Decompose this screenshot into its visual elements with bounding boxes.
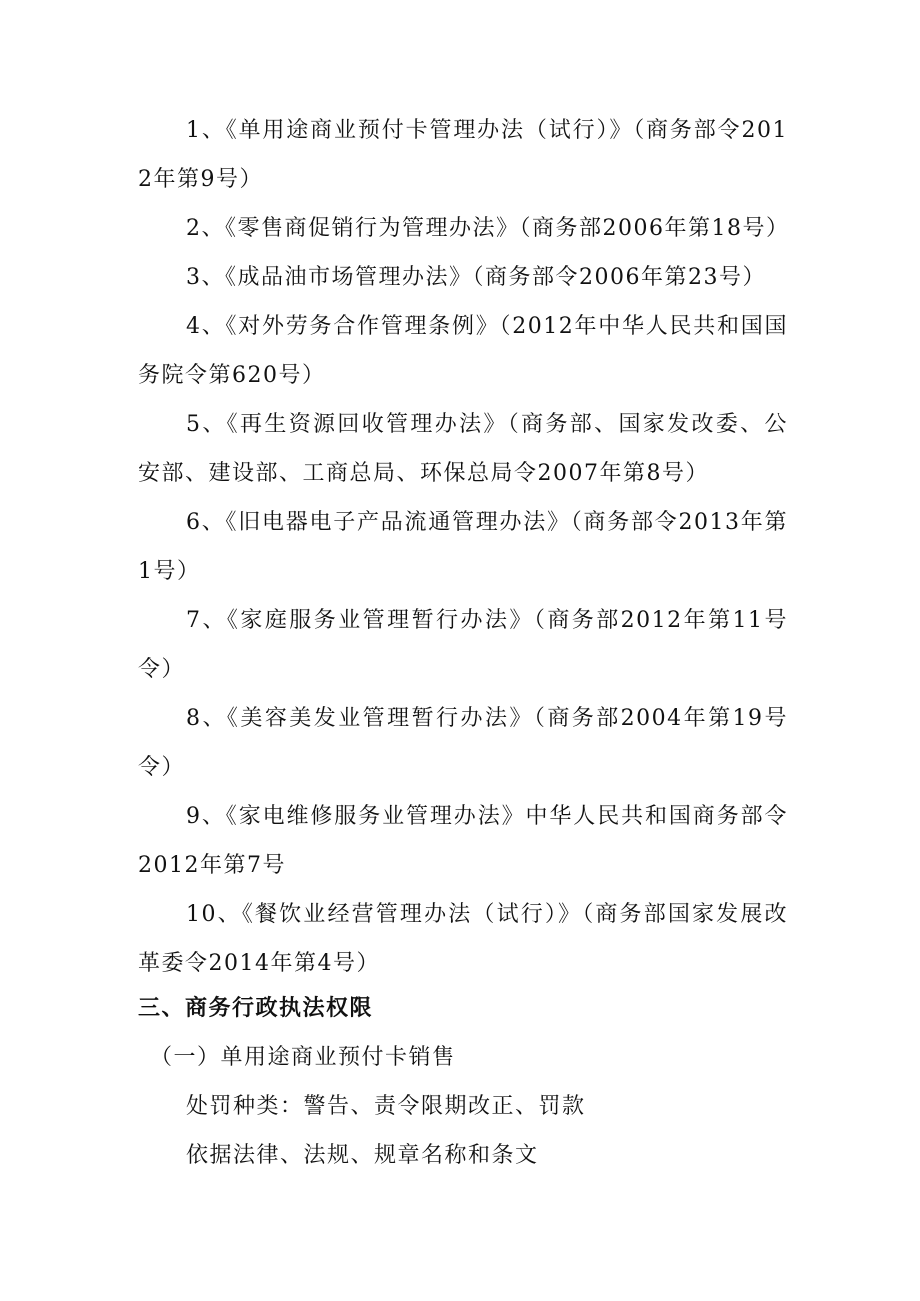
list-item-1: 1、《单用途商业预付卡管理办法（试行）》（商务部令2012年第9号） xyxy=(138,118,788,192)
list-item-5: 5、《再生资源回收管理办法》（商务部、国家发改委、公安部、建设部、工商总局、环保总局令2007年第8号） xyxy=(138,412,788,486)
list-item-9: 9、《家电维修服务业管理办法》中华人民共和国商务部令2012年第7号 xyxy=(138,804,788,878)
list-item-4: 4、《对外劳务合作管理条例》（2012年中华人民共和国国务院令第620号） xyxy=(138,314,788,388)
list-item-3: 3、《成品油市场管理办法》（商务部令2006年第23号） xyxy=(186,265,766,290)
legal-basis: 依据法律、法规、规章名称和条文 xyxy=(186,1143,539,1168)
list-item-8: 8、《美容美发业管理暂行办法》（商务部2004年第19号令） xyxy=(138,706,788,780)
penalty-types: 处罚种类：警告、责令限期改正、罚款 xyxy=(186,1094,586,1119)
list-item-2: 2、《零售商促销行为管理办法》（商务部2006年第18号） xyxy=(186,216,790,241)
subsection-title: （一）单用途商业预付卡销售 xyxy=(150,1045,456,1070)
list-item-7: 7、《家庭服务业管理暂行办法》（商务部2012年第11号令） xyxy=(138,608,788,682)
section-heading: 三、商务行政执法权限 xyxy=(138,996,374,1021)
list-item-10: 10、《餐饮业经营管理办法（试行）》（商务部国家发展改革委令2014年第4号） xyxy=(138,902,788,976)
list-item-6: 6、《旧电器电子产品流通管理办法》（商务部令2013年第1号） xyxy=(138,510,788,584)
